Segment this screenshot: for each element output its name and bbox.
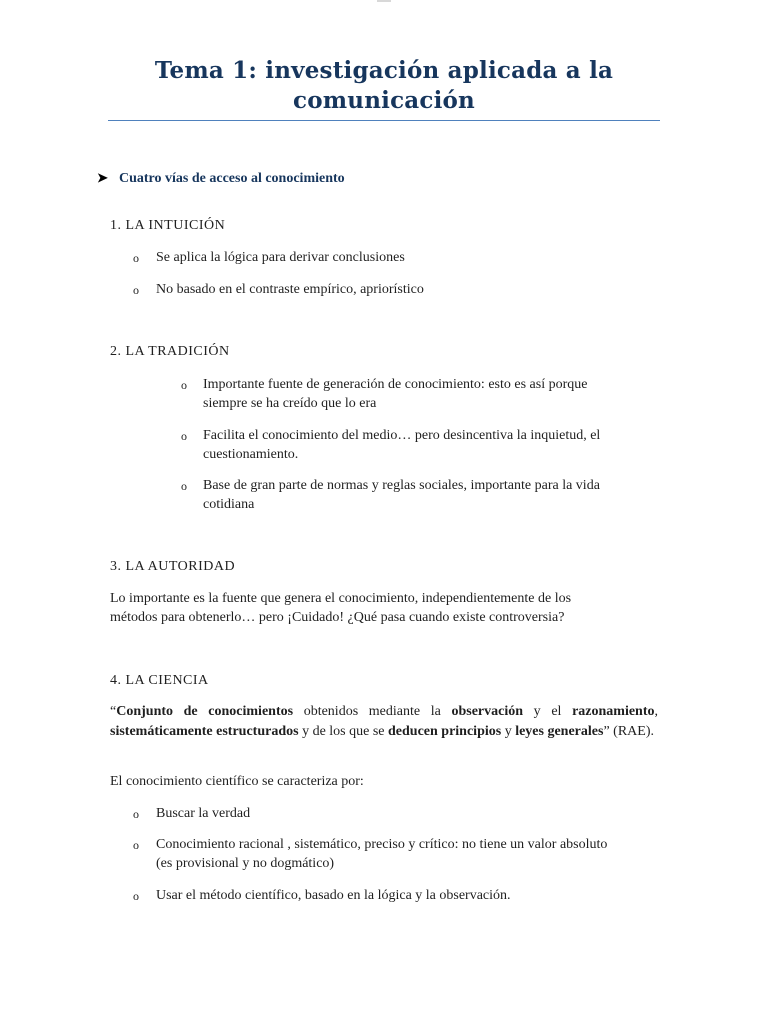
bold-term: razonamiento: [572, 704, 655, 719]
bullet-icon: o: [181, 378, 187, 392]
title-line-2: comunicación: [293, 87, 475, 114]
arrow-bullet-icon: ➤: [97, 170, 108, 185]
bullet-icon: o: [133, 889, 139, 903]
list-item: No basado en el contraste empírico, apriorístico: [156, 282, 424, 297]
title-underline: [108, 120, 660, 121]
title-line-1: Tema 1: investigación aplicada a la: [154, 57, 614, 84]
bullet-icon: o: [181, 479, 187, 493]
heading-tradicion: 2. LA TRADICIÓN: [110, 344, 230, 359]
list-item-line: Base de gran parte de normas y reglas sociales, importante para la vida: [203, 478, 600, 493]
bullet-icon: o: [133, 251, 139, 265]
paragraph-line: Lo importante es la fuente que genera el conocimiento, independientemente de los: [110, 591, 572, 606]
document-title: [108, 56, 660, 116]
definition-paragraph: “Conjunto de conocimientos obtenidos mediante la observación y el razonamiento, sistemáticamente estructurados y de los que se deducen principios y leyes generales” (RAE).: [110, 704, 659, 739]
bullet-icon: o: [181, 429, 187, 443]
list-item-line: Facilita el conocimiento del medio… pero desincentiva la inquietud, el: [203, 428, 601, 443]
list-item-line: (es provisional y no dogmático): [156, 856, 335, 871]
list-item-line: siempre se ha creído que lo era: [203, 396, 377, 411]
list-item: Se aplica la lógica para derivar conclusiones: [156, 250, 405, 265]
list-item-line: cuestionamiento.: [203, 447, 299, 462]
bold-term: Conjunto de conocimientos: [116, 704, 294, 719]
section-heading: [97, 169, 345, 188]
bullet-icon: o: [133, 838, 139, 852]
bullet-icon: o: [133, 807, 139, 821]
heading-ciencia: 4. LA CIENCIA: [110, 673, 209, 688]
list-item-line: Buscar la verdad: [156, 806, 251, 821]
bold-term: leyes generales: [515, 723, 604, 739]
bullet-icon: o: [133, 283, 139, 297]
heading-intuicion: 1. LA INTUICIÓN: [110, 218, 226, 233]
header-mark: [377, 0, 391, 2]
list-item-line: Importante fuente de generación de conocimiento: esto es así porque: [203, 377, 588, 392]
heading-autoridad: 3. LA AUTORIDAD: [110, 559, 236, 574]
section-heading-text: Cuatro vías de acceso al conocimiento: [119, 171, 345, 186]
bold-term: observación: [451, 704, 524, 719]
intro-text: El conocimiento científico se caracteriza por:: [110, 774, 364, 789]
list-item-line: cotidiana: [203, 497, 255, 512]
list-item-line: Usar el método científico, basado en la lógica y la observación.: [156, 888, 511, 903]
bold-term: sistemáticamente estructurados: [110, 723, 299, 739]
paragraph-line: métodos para obtenerlo… pero ¡Cuidado! ¿Qué pasa cuando existe controversia?: [110, 610, 565, 625]
list-item-line: Conocimiento racional , sistemático, preciso y crítico: no tiene un valor absoluto: [156, 837, 608, 852]
bold-term: deducen principios: [388, 723, 502, 739]
